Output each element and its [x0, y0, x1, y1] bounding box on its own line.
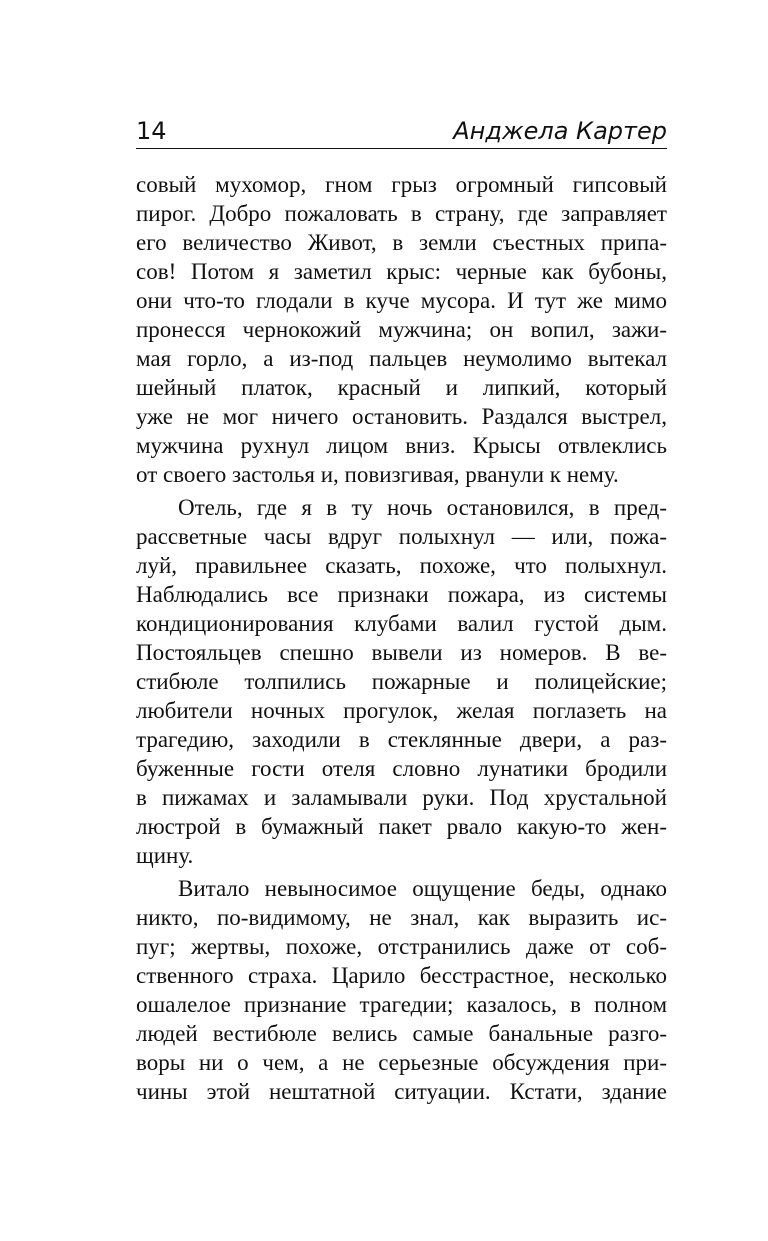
text-line: его величество Живот, в земли съестных припа- [136, 230, 667, 255]
text-line: Отель, где я в ту ночь остановился, в пред- [178, 495, 667, 520]
text-line: людей вестибюле велись самые банальные разго- [136, 1021, 667, 1046]
text-line: уже не мог ничего остановить. Раздался выстрел, [136, 404, 667, 429]
text-line: никто, по-видимому, не знал, как выразить ис- [136, 905, 667, 930]
text-line: любители ночных прогулок, желая поглазеть на [136, 698, 667, 723]
running-header [136, 110, 667, 149]
text-line: Наблюдались все признаки пожара, из системы [136, 582, 667, 607]
text-line: Постояльцев спешно вывели из номеров. В ве- [136, 640, 667, 665]
text-line: чины этой нештатной ситуации. Кстати, здание [136, 1079, 667, 1104]
text-line: щину. [136, 843, 194, 868]
paragraph [136, 170, 667, 489]
page-number: 14 [136, 117, 167, 145]
text-line: мая горло, а из-под пальцев неумолимо вытекал [136, 346, 667, 371]
text-line: они что-то глодали в куче мусора. И тут же мимо [136, 288, 667, 313]
text-line: пуг; жертвы, похоже, отстранились даже от соб- [136, 934, 667, 959]
text-line: от своего застолья и, повизгивая, рванули к нему. [136, 462, 619, 487]
author-name: Анджела Картер [453, 117, 667, 145]
paragraph [136, 874, 667, 1106]
text-line: совый мухомор, гном грыз огромный гипсовый [136, 172, 667, 197]
text-line: мужчина рухнул лицом вниз. Крысы отвлеклись [136, 433, 667, 458]
text-line: ственного страха. Царило бесстрастное, несколько [136, 963, 667, 988]
text-line: Витало невыносимое ощущение беды, однако [178, 876, 667, 901]
text-line: буженные гости отеля словно лунатики бродили [136, 756, 667, 781]
text-line: пирог. Добро пожаловать в страну, где заправляет [136, 201, 667, 226]
text-line: воры ни о чем, а не серьезные обсуждения при- [136, 1050, 667, 1075]
body-text [136, 170, 667, 1106]
text-line: стибюле толпились пожарные и полицейские; [136, 669, 667, 694]
text-line: пронесся чернокожий мужчина; он вопил, зажи- [136, 317, 667, 342]
text-line: люстрой в бумажный пакет рвало какую-то жен- [136, 814, 667, 839]
text-line: трагедию, заходили в стеклянные двери, а раз- [136, 727, 667, 752]
paragraph [136, 493, 667, 870]
text-line: сов! Потом я заметил крыс: черные как бубоны, [136, 259, 667, 284]
text-line: ошалелое признание трагедии; казалось, в полном [136, 992, 667, 1017]
text-line: луй, правильнее сказать, похоже, что полыхнул. [136, 553, 667, 578]
text-line: кондиционирования клубами валил густой дым. [136, 611, 667, 636]
text-line: шейный платок, красный и липкий, который [136, 375, 667, 400]
text-line: рассветные часы вдруг полыхнул — или, пожа- [136, 524, 667, 549]
text-line: в пижамах и заламывали руки. Под хрустальной [136, 785, 667, 810]
